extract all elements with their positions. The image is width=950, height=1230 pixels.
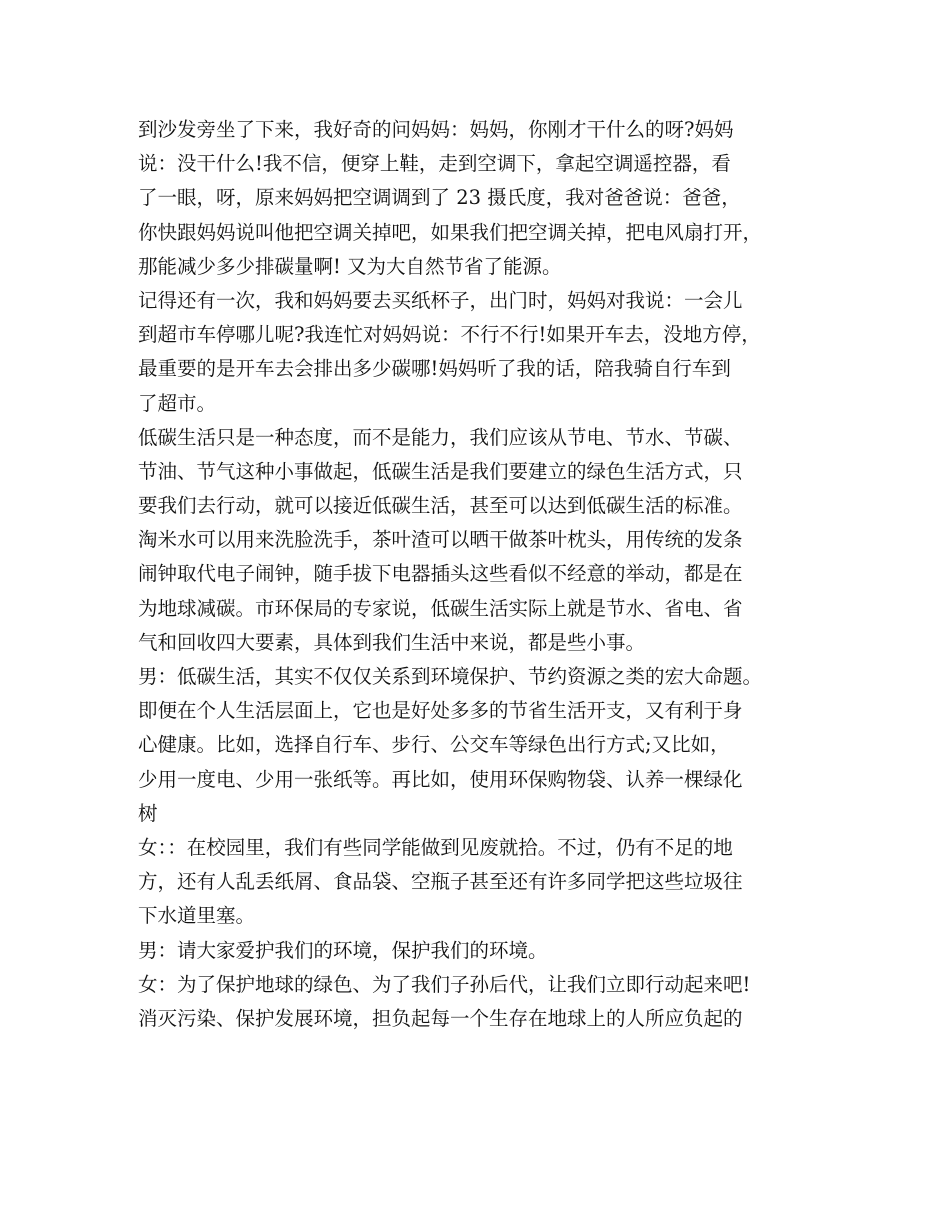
text-line: 了超市。 (138, 391, 217, 415)
text-line: 气和回收四大要素，具体到我们生活中来说，都是些小事。 (138, 630, 646, 654)
text-line: 心健康。比如，选择自行车、步行、公交车等绿色出行方式;又比如， (138, 733, 730, 757)
text-line: 消灭污染、保护发展环境，担负起每一个生存在地球上的人所应负起的 (138, 1006, 743, 1030)
text-line: 最重要的是开车去会排出多少碳哪!妈妈听了我的话，陪我骑自行车到 (138, 357, 731, 381)
paragraph-paper-cups (138, 284, 838, 421)
paragraph-air-conditioner (138, 113, 838, 284)
text-line: 了一眼，呀，原来妈妈把空调调到了 23 摄氏度，我对爸爸说：爸爸， (138, 186, 741, 210)
paragraph-male-speaker-1 (138, 660, 838, 831)
text-line: 节油、节气这种小事做起，低碳生活是我们要建立的绿色生活方式，只 (138, 459, 743, 483)
text-line: 即便在个人生活层面上，它也是好处多多的节省生活开支，又有利于身 (138, 699, 743, 723)
text-line: 少用一度电、少用一张纸等。再比如，使用环保购物袋、认养一棵绿化 (138, 767, 743, 791)
text-line: 为地球减碳。市环保局的专家说，低碳生活实际上就是节水、省电、省 (138, 596, 743, 620)
paragraph-male-speaker-2 (138, 934, 838, 968)
text-line: 低碳生活只是一种态度，而不是能力，我们应该从节电、节水、节碳、 (138, 425, 743, 449)
text-line: 那能减少多少排碳量啊! 又为大自然节省了能源。 (138, 254, 562, 278)
text-line: 方，还有人乱丢纸屑、食品袋、空瓶子甚至还有许多同学把这些垃圾往 (138, 870, 743, 894)
text-line: 你快跟妈妈说叫他把空调关掉吧，如果我们把空调关掉，把电风扇打开， (138, 220, 763, 244)
text-line: 树 (138, 801, 158, 825)
paragraph-low-carbon-attitude (138, 421, 838, 660)
text-line: 说：没干什么!我不信，便穿上鞋，走到空调下，拿起空调遥控器，看 (138, 152, 731, 176)
text-line: 女：：在校园里，我们有些同学能做到见废就拾。不过，仍有不足的地 (138, 835, 733, 859)
paragraph-female-speaker-1 (138, 831, 838, 934)
document-body (138, 113, 838, 1036)
text-line: 男：低碳生活，其实不仅仅关系到环境保护、节约资源之类的宏大命题。 (138, 665, 763, 688)
text-line: 女：为了保护地球的绿色、为了我们子孙后代，让我们立即行动起来吧! (138, 972, 751, 996)
text-line: 男：请大家爱护我们的环境，保护我们的环境。 (138, 938, 548, 962)
text-line: 要我们去行动，就可以接近低碳生活，甚至可以达到低碳生活的标准。 (138, 494, 743, 518)
text-line: 下水道里塞。 (138, 904, 256, 928)
text-line: 闹钟取代电子闹钟，随手拔下电器插头这些看似不经意的举动，都是在 (138, 562, 743, 586)
text-line: 记得还有一次，我和妈妈要去买纸杯子，出门时，妈妈对我说：一会儿 (138, 288, 743, 312)
text-line: 淘米水可以用来洗脸洗手，茶叶渣可以晒干做茶叶枕头，用传统的发条 (138, 528, 743, 552)
text-line: 到沙发旁坐了下来，我好奇的问妈妈：妈妈，你刚才干什么的呀?妈妈 (138, 118, 734, 141)
text-line: 到超市车停哪儿呢?我连忙对妈妈说：不行不行!如果开车去，没地方停， (138, 323, 761, 347)
paragraph-female-speaker-2 (138, 968, 838, 1036)
